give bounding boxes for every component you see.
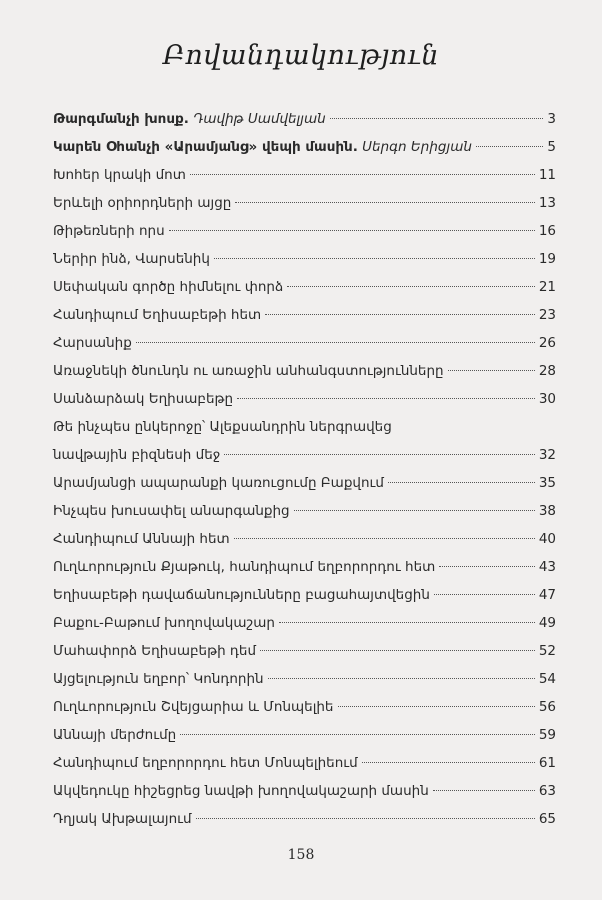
toc-page-number: 23 [538,307,556,323]
toc-page-number: 11 [538,167,556,183]
toc-entry-first-line: Թե ինչպես ընկերոջը՝ Ալեքսանդրին ներգրավեց [53,419,392,435]
toc-entry-label: Բաքու-Բաթում խողովակաշար [53,615,275,631]
entry-bold-title: Թարգմանչի խոսք. [53,111,189,127]
toc-entry-label [53,105,326,133]
toc-entry-label [53,133,472,161]
toc-page-number: 61 [538,755,556,771]
toc-entry [53,469,556,497]
leader-dots [214,258,535,259]
toc-page-number: 56 [538,699,556,715]
toc-entry [53,805,556,833]
toc-entry [53,581,556,609]
toc-entry [53,553,556,581]
leader-dots [180,734,535,735]
leader-dots [260,650,535,651]
page-title: Բովանդակություն [162,40,440,71]
toc-entry [53,637,556,665]
leader-dots [448,370,535,371]
toc-entry-label: Այցելություն եղբոր՝ Կոնդորին [53,671,264,687]
entry-author: Դավիթ Սամվելյան [193,111,326,127]
toc-entry [53,301,556,329]
leader-dots [330,118,544,119]
leader-dots [224,454,534,455]
toc-entry [53,609,556,637]
toc-entry [53,525,556,553]
toc-entry-label: Թիթեռների որս [53,223,165,239]
toc-page-number: 3 [547,111,556,127]
toc-entry-label: Արամյանցի ապարանքի կառուցումը Բաքվում [53,475,384,491]
toc-entry-label: Առաջնեկի ծնունդն ու առաջին անհանգստությունները [53,363,444,379]
toc-page-number: 63 [538,783,556,799]
toc-page-number: 49 [538,615,556,631]
toc-entry-label: Ուղևորություն Շվեյցարիա և Մոնպելիե [53,699,334,715]
toc-page-number: 32 [538,447,556,463]
toc-entry-label: Ուղևորություն Քյաթուկ, հանդիպում եղբորորդու հետ [53,559,436,575]
toc-page-number: 16 [538,223,556,239]
leader-dots [294,510,535,511]
toc-entry-label: Սեփական գործը հիմնելու փորձ [53,279,284,295]
toc-page-number: 40 [538,531,556,547]
toc-entry-label: Հարսանիք [53,335,132,351]
toc-entry [53,245,556,273]
leader-dots [434,594,535,595]
toc-page-number: 52 [538,643,556,659]
toc-entry [53,693,556,721]
toc-entry-label: Մահափորձ Եղիսաբեթի դեմ [53,643,256,659]
toc-page-number: 54 [538,671,556,687]
leader-dots [235,202,535,203]
toc-entry-label: Երևելի օրիորդների այցը [53,195,232,211]
toc-entry [53,189,556,217]
leader-dots [136,342,535,343]
toc-entry [53,497,556,525]
leader-dots [439,566,535,567]
toc-entry [53,385,556,413]
toc-page-number: 35 [538,475,556,491]
toc-entry [53,133,556,161]
leader-dots [190,174,535,175]
toc-page-number: 28 [538,363,556,379]
leader-dots [279,622,535,623]
leader-dots [338,706,535,707]
toc-page-number: 21 [538,279,556,295]
leader-dots [388,482,535,483]
toc-entry [53,441,556,469]
toc-page-number: 5 [547,139,556,155]
leader-dots [169,230,535,231]
entry-bold-title: Կարեն Օհանչի «Արամյանց» վեպի մասին. [53,139,358,155]
toc-entry [53,749,556,777]
toc-entry-label: Եղիսաբեթի դավաճանությունները բացահայտվեցին [53,587,430,603]
page-number: 158 [287,847,315,863]
leader-dots [237,398,535,399]
toc-entry-label: Դղյակ Ախթալայում [53,811,192,827]
toc-entry [53,357,556,385]
leader-dots [196,818,535,819]
leader-dots [265,314,535,315]
toc-page-number: 19 [538,251,556,267]
toc-entry [53,777,556,805]
leader-dots [433,790,535,791]
toc-page-number: 47 [538,587,556,603]
leader-dots [287,286,535,287]
toc-page-number: 59 [538,727,556,743]
toc-entry-label: Հանդիպում Աննայի հետ [53,531,230,547]
leader-dots [362,762,535,763]
toc-entry [53,161,556,189]
toc-entry [53,329,556,357]
toc-entry-label: Հանդիպում Եղիսաբեթի հետ [53,307,262,323]
toc-page-number: 26 [538,335,556,351]
toc-entry-label: Ինչպես խուսափել անարգանքից [53,503,290,519]
leader-dots [476,146,544,147]
toc-entry-label: Աննայի մերժումը [53,727,177,743]
toc-page-number: 38 [538,503,556,519]
toc-entry-label: Սանձարձակ Եղիսաբեթը [53,391,234,407]
toc-entry [53,665,556,693]
toc-page-number: 13 [538,195,556,211]
toc-entry [53,721,556,749]
toc-entry-label: Ներիր ինձ, Վարսենիկ [53,251,210,267]
toc-page-number: 65 [538,811,556,827]
toc-entry [53,217,556,245]
toc-entry [53,273,556,301]
toc-page-number: 43 [538,559,556,575]
toc-page-number: 30 [538,391,556,407]
toc-entry-label: Ակվեդուկը հիշեցրեց նավթի խողովակաշարի մասին [53,783,429,799]
table-of-contents [53,105,556,833]
leader-dots [268,678,535,679]
toc-entry [53,105,556,133]
toc-entry-label: նավթային բիզնեսի մեջ [53,447,221,463]
toc-entry-label: Հանդիպում եղբորորդու հետ Մոնպելիեում [53,755,358,771]
entry-author: Սերգո Երիցյան [362,139,472,155]
toc-entry-label: Խոհեր կրակի մոտ [53,167,186,183]
leader-dots [234,538,535,539]
